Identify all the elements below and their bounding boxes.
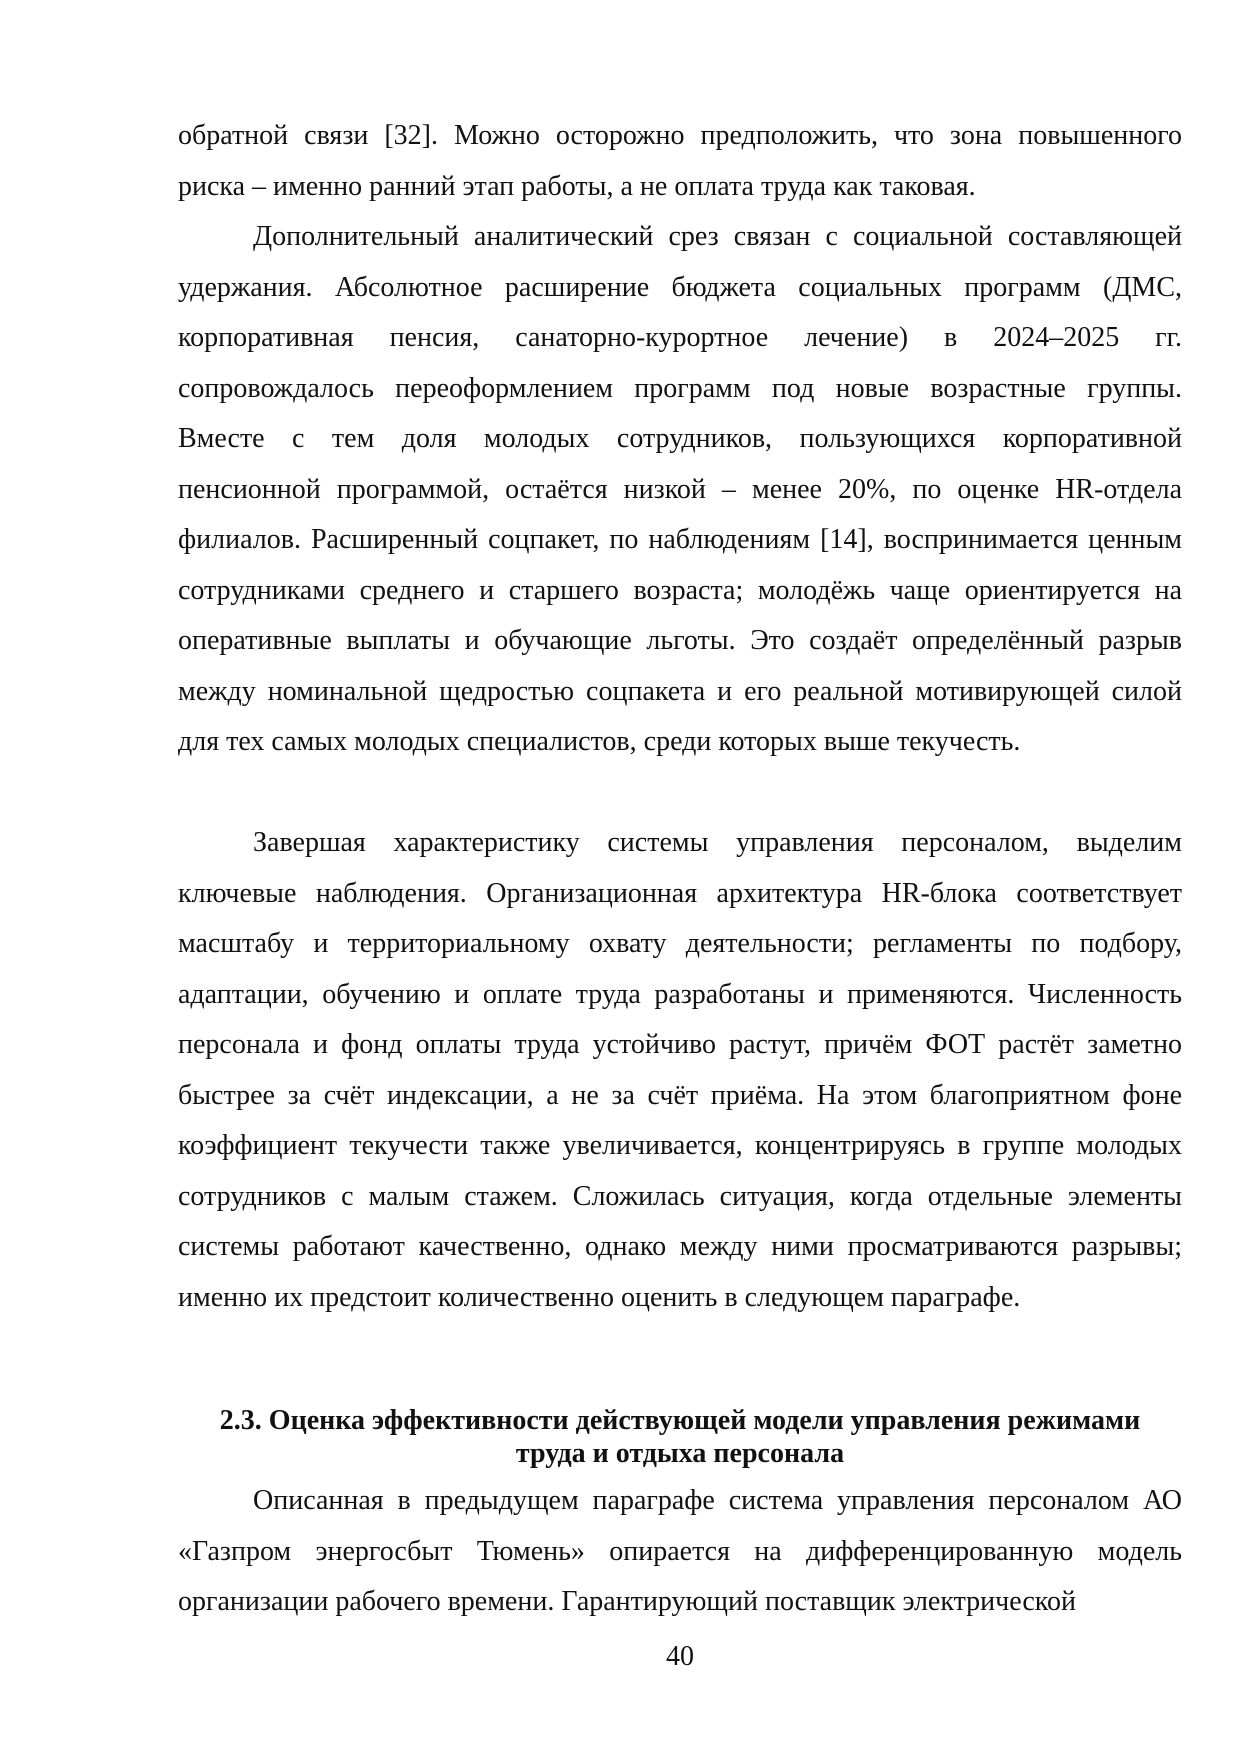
section-paragraph: Описанная в предыдущем параграфе система управления персоналом АО «Газпром энергосбыт Тюмень» опирается на дифференцированную модель организации рабочего времени. Гарантирующий поставщик электрической [178, 1485, 1182, 1617]
body-paragraph-2: Дополнительный аналитический срез связан с социальной составляющей удержания. Абсолютное расширение бюджета социальных программ (ДМС, корпоративная пенсия, санаторно-курортное лечение) в 2024–2025 гг. сопровождалось переоформлением программ под новые возрастные группы. Вместе с тем доля молодых сотрудников, пользующихся корпоративной пенсионной программой, остаётся низкой – менее 20%, по оценке HR-отдела филиалов. Расширенный соцпакет, по наблюдениям [14], воспринимается ценным сотрудниками среднего и старшего возраста; молодёжь чаще ориентируется на оперативные выплаты и обучающие льготы. Это создаёт определённый разрыв между номинальной щедростью соцпакета и его реальной мотивирующей силой для тех самых молодых специалистов, среди которых выше текучесть. [178, 221, 1182, 757]
page-number: 40 [666, 1641, 694, 1672]
section-heading [178, 1404, 1182, 1470]
section-heading-line-1: 2.3. Оценка эффективности действующей модели управления режимами [219, 1405, 1141, 1436]
section-heading-line-2: труда и отдыха персонала [515, 1438, 845, 1469]
document-page [178, 0, 1182, 1754]
body-paragraph-3: Завершая характеристику системы управления персоналом, выделим ключевые наблюдения. Организационная архитектура HR-блока соответствует масштабу и территориальному охвату деятельности; регламенты по подбору, адаптации, обучению и оплате труда разработаны и применяются. Численность персонала и фонд оплаты труда устойчиво растут, причём ФОТ растёт заметно быстрее за счёт индексации, а не за счёт приёма. На этом благоприятном фоне коэффициент текучести также увеличивается, концентрируясь в группе молодых сотрудников с малым стажем. Сложилась ситуация, когда отдельные элементы системы работают качественно, однако между ними просматриваются разрывы; именно их предстоит количественно оценить в следующем параграфе. [178, 827, 1182, 1313]
body-paragraph-1: обратной связи [32]. Можно осторожно предположить, что зона повышенного риска – именно ранний этап работы, а не оплата труда как таковая. [178, 120, 1182, 202]
